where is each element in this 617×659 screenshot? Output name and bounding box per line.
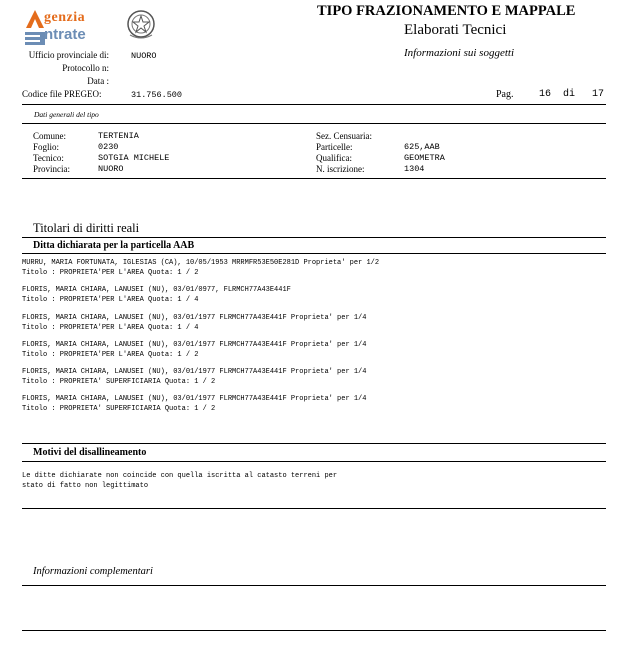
iscrizione-label: N. iscrizione: [316, 164, 365, 174]
titolare-entry-line: FLORIS, MARIA CHIARA, LANUSEI (NU), 03/01/1977 FLRMCH77A43E441F Proprieta' per 1/4 [22, 395, 367, 403]
divider [22, 237, 606, 238]
particelle-label: Particelle: [316, 142, 353, 152]
motivi-heading: Motivi del disallineamento [33, 447, 147, 458]
divider [22, 123, 606, 124]
comune-label: Comune: [33, 131, 66, 141]
titolare-entry-title: Titolo : PROPRIETA'PER L'AREA Quota: 1 / 4 [22, 324, 199, 332]
ditta-subheading: Ditta dichiarata per la particella AAB [33, 240, 195, 251]
codice-pregeo-label: Codice file PREGEO: [22, 89, 102, 99]
qualifica-label: Qualifica: [316, 153, 352, 163]
foglio-label: Foglio: [33, 142, 60, 152]
titolare-entry-title: Titolo : PROPRIETA'PER L'AREA Quota: 1 / 4 [22, 296, 199, 304]
divider [22, 585, 606, 586]
sez-censuaria-label: Sez. Censuaria: [316, 131, 372, 141]
page-label: Pag. [496, 89, 514, 100]
iscrizione-value: 1304 [404, 164, 425, 174]
motivi-text-line: stato di fatto non legittimato [22, 482, 149, 490]
comune-value: TERTENIA [98, 131, 139, 141]
titolare-entry-line: FLORIS, MARIA CHIARA, LANUSEI (NU), 03/01/1977 FLRMCH77A43E441F Proprieta' per 1/4 [22, 368, 367, 376]
tecnico-value: SOTGIA MICHELE [98, 153, 170, 163]
logo-letter-a-icon [24, 8, 46, 46]
logo-agenzia-text: genzia [44, 10, 86, 25]
qualifica-value: GEOMETRA [404, 153, 445, 163]
page-current: 16 [539, 89, 552, 100]
foglio-value: 0230 [98, 142, 119, 152]
page-of: di [563, 89, 576, 100]
divider [22, 630, 606, 631]
logo-entrate-text: ntrate [44, 26, 86, 43]
divider [22, 508, 606, 509]
document-title: TIPO FRAZIONAMENTO E MAPPALE [317, 3, 576, 19]
titolare-entry-title: Titolo : PROPRIETA' SUPERFICIARIA Quota: 1 / 2 [22, 405, 216, 413]
titolare-entry-title: Titolo : PROPRIETA'PER L'AREA Quota: 1 / 2 [22, 269, 199, 277]
general-data-heading: Dati generali del tipo [34, 110, 99, 119]
motivi-text-line: Le ditte dichiarate non coincide con quella iscritta al catasto terreni per [22, 472, 338, 480]
complementari-heading: Informazioni complementari [33, 566, 153, 577]
titolare-entry-line: MURRU, MARIA FORTUNATA, IGLESIAS (CA), 10/05/1953 MRRMFR53E50E281D Proprieta' per 1/2 [22, 259, 380, 267]
agenzia-entrate-logo [24, 8, 124, 46]
particelle-value: 625,AAB [404, 142, 440, 152]
divider [22, 443, 606, 444]
divider [22, 104, 606, 105]
titolare-entry-title: Titolo : PROPRIETA' SUPERFICIARIA Quota: 1 / 2 [22, 378, 216, 386]
protocollo-label: Protocollo n: [62, 63, 109, 73]
data-label: Data : [87, 76, 109, 86]
ufficio-label: Ufficio provinciale di: [28, 50, 109, 60]
titolare-entry-line: FLORIS, MARIA CHIARA, LANUSEI (NU), 03/01/1977 FLRMCH77A43E441F Proprieta' per 1/4 [22, 314, 367, 322]
divider [22, 253, 606, 254]
codice-pregeo-value: 31.756.500 [131, 90, 183, 100]
titolare-entry-title: Titolo : PROPRIETA'PER L'AREA Quota: 1 / 2 [22, 351, 199, 359]
document-subtitle: Elaborati Tecnici [404, 22, 507, 38]
titolare-entry-line: FLORIS, MARIA CHIARA, LANUSEI (NU), 03/01/0977, FLRMCH77A43E441F [22, 286, 291, 294]
provincia-value: NUORO [98, 164, 124, 174]
provincia-label: Provincia: [33, 164, 70, 174]
ufficio-value: NUORO [131, 51, 157, 61]
divider [22, 178, 606, 179]
section-title: Informazioni sui soggetti [404, 47, 515, 59]
italian-republic-emblem-icon [126, 9, 156, 41]
tecnico-label: Tecnico: [33, 153, 64, 163]
page-total: 17 [592, 89, 605, 100]
titolare-entry-line: FLORIS, MARIA CHIARA, LANUSEI (NU), 03/01/1977 FLRMCH77A43E441F Proprieta' per 1/4 [22, 341, 367, 349]
titolari-heading: Titolari di diritti reali [33, 221, 140, 235]
divider [22, 461, 606, 462]
